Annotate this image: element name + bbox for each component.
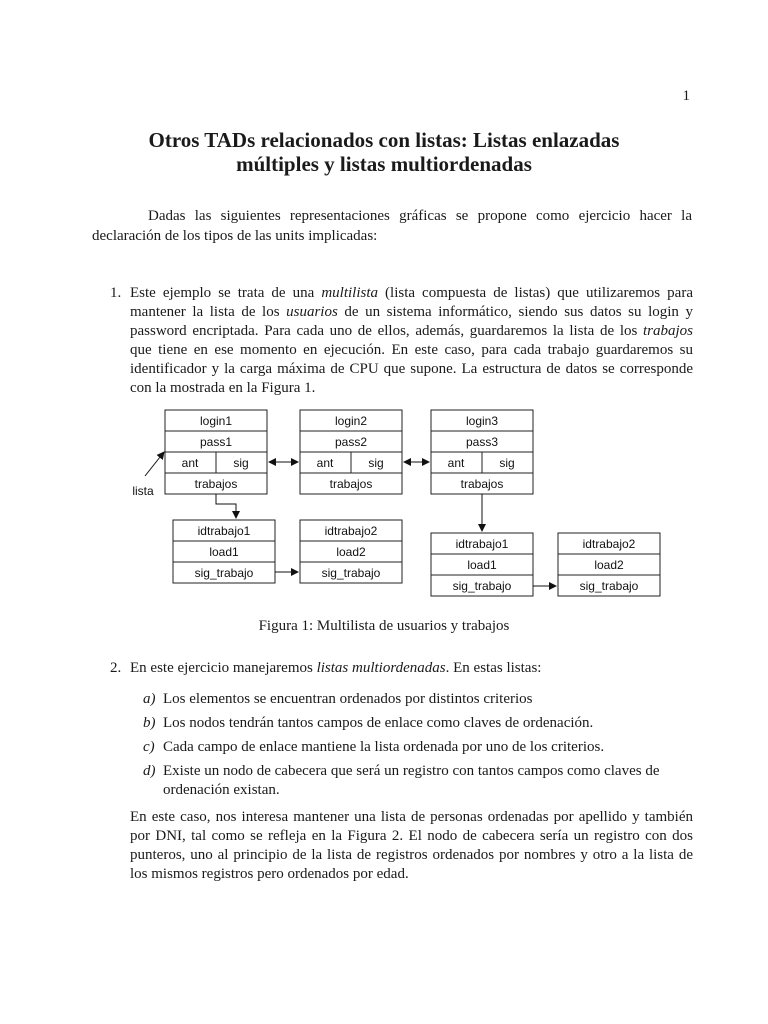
job-node-2 <box>300 520 402 583</box>
job-3-load: load1 <box>467 558 497 572</box>
job-node-4 <box>558 533 660 596</box>
job-4-load: load2 <box>594 558 624 572</box>
sub-a-text: Los elementos se encuentran ordenados por distintos criterios <box>163 691 533 707</box>
sub-c-label: c) <box>143 739 155 755</box>
lista-label: lista <box>132 484 154 498</box>
user-3-ant: ant <box>447 456 465 470</box>
item-2-closing-paragraph: En este caso, nos interesa mantener una lista de personas ordenadas por apellido y también por DNI, tal como se refleja en la Figura 2. El nodo de cabecera sería un registro con dos punteros, uno al principio de la lista de registros ordenados por nombres y otro a la lista de los mismos registros pero ordenados por edad. <box>130 809 693 882</box>
title-line-1: Otros TADs relacionados con listas: Listas enlazadas <box>148 128 620 152</box>
item-1-number: 1. <box>110 285 122 301</box>
item-2-text: En este ejercicio manejaremos listas multiordenadas. En estas listas: <box>130 660 542 676</box>
job-2-load: load2 <box>336 545 366 559</box>
user-1-ant: ant <box>181 456 199 470</box>
sub-b-text: Los nodos tendrán tantos campos de enlace como claves de ordenación. <box>163 715 594 731</box>
job-node-1 <box>173 520 275 583</box>
job-1-sig: sig_trabajo <box>194 566 254 580</box>
job-4-id: idtrabajo2 <box>582 537 636 551</box>
job-node-3 <box>431 533 533 596</box>
job-1-id: idtrabajo1 <box>197 524 251 538</box>
trabajos-pointer-1 <box>216 494 236 518</box>
sub-c-text: Cada campo de enlace mantiene la lista ordenada por uno de los criterios. <box>163 739 605 755</box>
user-2-ant: ant <box>316 456 334 470</box>
user-node-2 <box>300 410 402 494</box>
user-1-sig: sig <box>233 456 249 470</box>
page-title <box>0 128 768 176</box>
sub-d-label: d) <box>143 763 156 779</box>
user-3-pass: pass3 <box>465 435 499 449</box>
user-2-pass: pass2 <box>334 435 368 449</box>
user-2-login: login2 <box>334 414 368 428</box>
user-3-trabajos: trabajos <box>460 477 504 491</box>
figure-1-multilist-diagram <box>0 400 768 610</box>
user-3-login: login3 <box>465 414 499 428</box>
sub-b-label: b) <box>143 715 156 731</box>
item-1-text: Este ejemplo se trata de una multilista (lista compuesta de listas) que utilizaremos para mantener la lista de los usuarios de un sistema informático, siendo sus datos su login y password encriptada. Para cada uno de ellos, además, guardaremos la lista de los trabajos que tiene en ese momento en ejecución. En este caso, para cada trabajo guardaremos su identificador y la carga máxima de CPU que supone. La estructura de datos se corresponde con la mostrada en la Figura 1. <box>130 285 693 396</box>
figure-1-caption: Figura 1: Multilista de usuarios y trabajos <box>258 618 510 634</box>
item-2-number: 2. <box>110 660 122 676</box>
user-1-trabajos: trabajos <box>194 477 238 491</box>
job-3-id: idtrabajo1 <box>455 537 509 551</box>
user-1-pass: pass1 <box>199 435 233 449</box>
user-node-3 <box>431 410 533 494</box>
sub-d-text: Existe un nodo de cabecera que será un registro con tantos campos como claves de ordenación existan. <box>163 763 660 798</box>
intro-paragraph: Dadas las siguientes representaciones gráficas se propone como ejercicio hacer la declaración de los tipos de las units implicadas: <box>92 208 692 244</box>
sub-a-label: a) <box>143 691 156 707</box>
job-1-load: load1 <box>209 545 239 559</box>
title-line-2: múltiples y listas multiordenadas <box>236 152 532 176</box>
user-3-sig: sig <box>499 456 515 470</box>
lista-pointer-arrow <box>145 452 164 476</box>
job-2-sig: sig_trabajo <box>321 566 381 580</box>
user-2-sig: sig <box>368 456 384 470</box>
page-number: 1 <box>682 88 690 104</box>
user-node-1 <box>165 410 267 494</box>
user-1-login: login1 <box>199 414 233 428</box>
job-2-id: idtrabajo2 <box>324 524 378 538</box>
job-4-sig: sig_trabajo <box>579 579 639 593</box>
job-3-sig: sig_trabajo <box>452 579 512 593</box>
user-2-trabajos: trabajos <box>329 477 373 491</box>
